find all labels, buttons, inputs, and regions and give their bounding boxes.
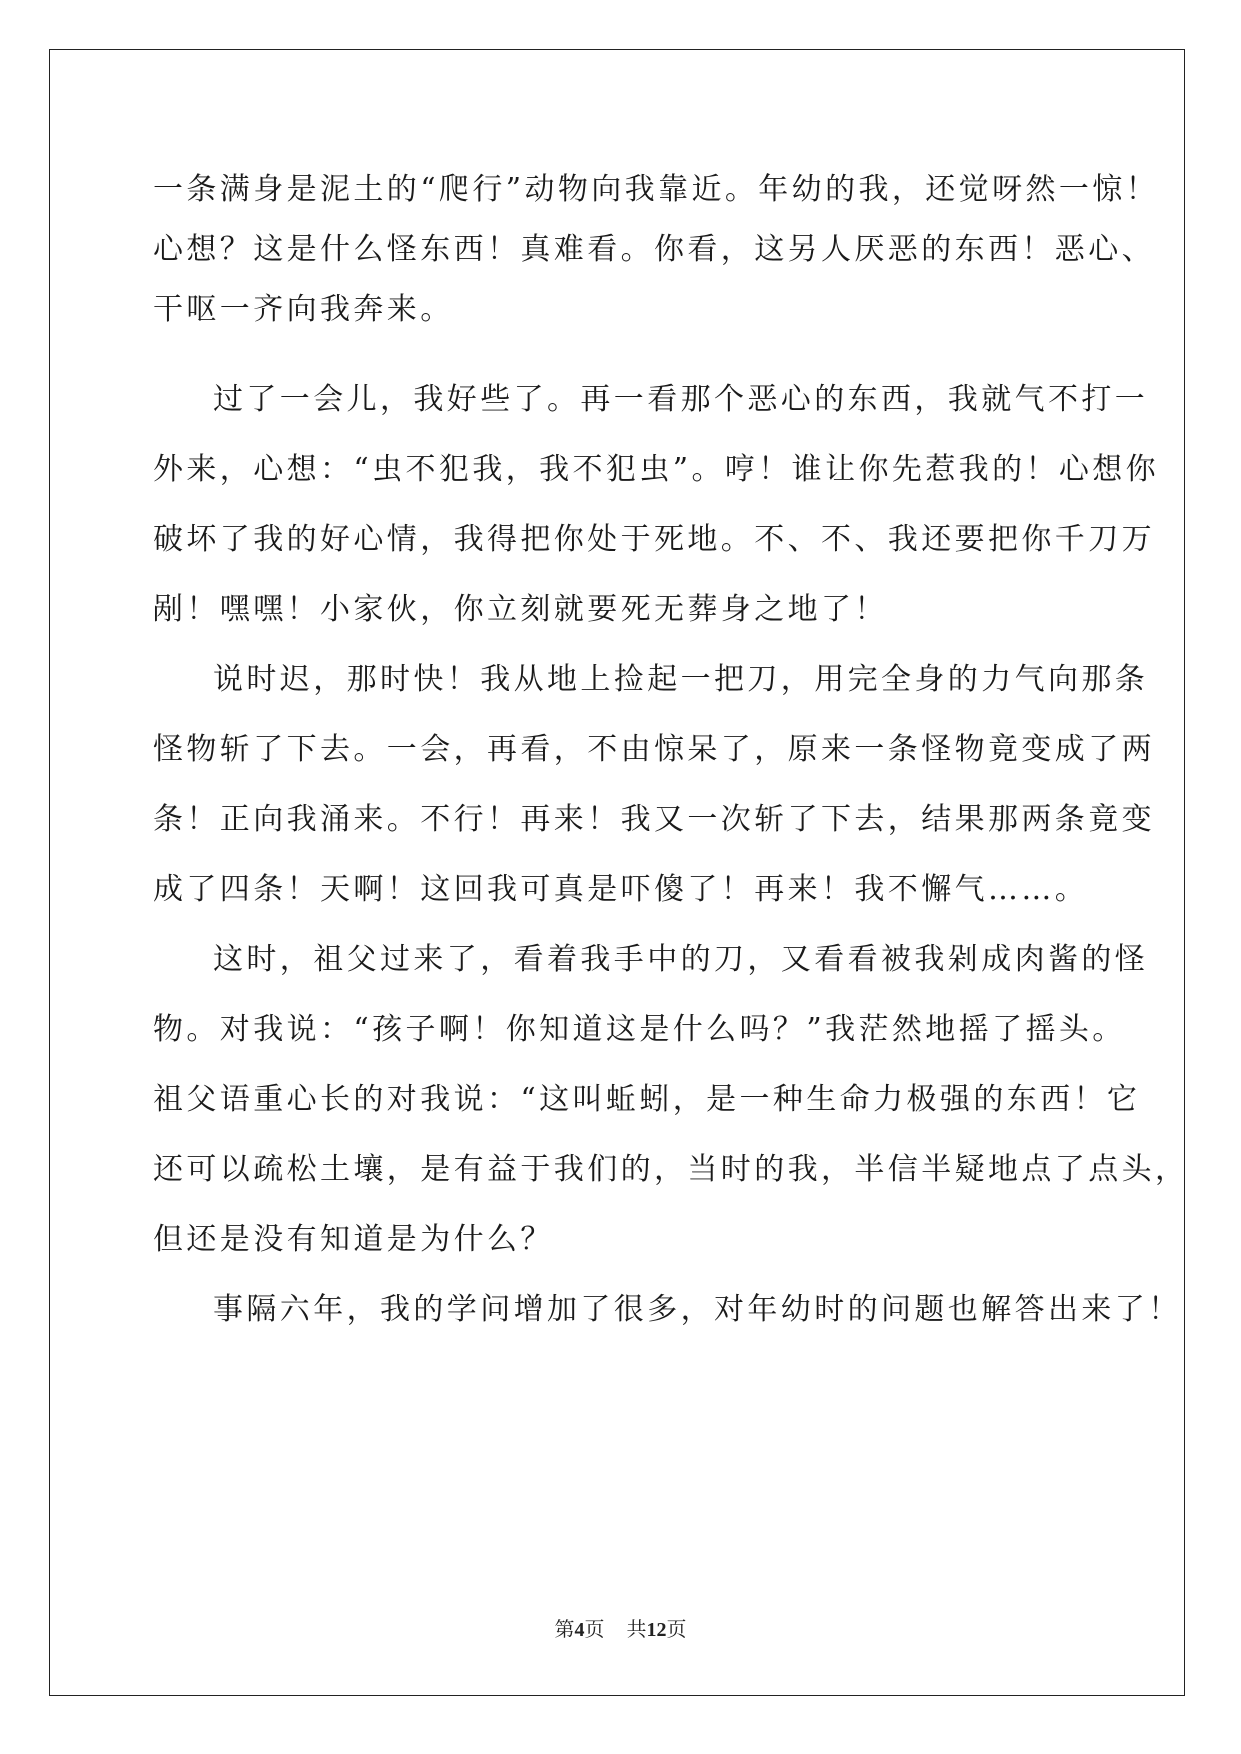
body-line-10: 条！正向我涌来。不行！再来！我又一次斩了下去，结果那两条竟变 xyxy=(153,802,1155,837)
body-line-2: 心想？这是什么怪东西！真难看。你看，这另人厌恶的东西！恶心、 xyxy=(153,232,1155,267)
body-line-16: 但还是没有知道是为什么？ xyxy=(153,1222,554,1257)
body-line-14: 祖父语重心长的对我说：“这叫蚯蚓，是一种生命力极强的东西！它 xyxy=(153,1082,1141,1117)
body-line-5: 外来，心想：“虫不犯我，我不犯虫”。哼！谁让你先惹我的！心想你 xyxy=(153,452,1160,487)
body-line-7: 剐！嘿嘿！小家伙，你立刻就要死无葬身之地了！ xyxy=(153,592,888,627)
body-line-8: 说时迟，那时快！我从地上捡起一把刀，用完全身的力气向那条 xyxy=(213,662,1149,697)
body-line-4: 过了一会儿，我好些了。再一看那个恶心的东西，我就气不打一 xyxy=(213,382,1149,417)
body-line-17: 事隔六年，我的学问增加了很多，对年幼时的问题也解答出来了！ xyxy=(213,1292,1182,1327)
body-line-6: 破坏了我的好心情，我得把你处于死地。不、不、我还要把你千刀万 xyxy=(153,522,1155,557)
body-line-11: 成了四条！天啊！这回我可真是吓傻了！再来！我不懈气……。 xyxy=(153,872,1089,907)
body-line-13: 物。对我说：“孩子啊！你知道这是什么吗？”我茫然地摇了摇头。 xyxy=(153,1012,1126,1047)
body-line-3: 干呕一齐向我奔来。 xyxy=(153,292,454,327)
page-footer xyxy=(0,1618,1241,1642)
body-line-1: 一条满身是泥土的“爬行”动物向我靠近。年幼的我，还觉呀然一惊！ xyxy=(153,172,1160,207)
page-number: 4 xyxy=(574,1619,585,1641)
total-pages: 12 xyxy=(646,1619,667,1641)
total-suffix: 页 xyxy=(666,1619,687,1641)
total-prefix: 共 xyxy=(626,1619,647,1641)
page-prefix: 第 xyxy=(554,1619,575,1641)
page-suffix: 页 xyxy=(584,1619,605,1641)
body-line-12: 这时，祖父过来了，看着我手中的刀，又看看被我剁成肉酱的怪 xyxy=(213,942,1149,977)
body-line-9: 怪物斩了下去。一会，再看，不由惊呆了，原来一条怪物竟变成了两 xyxy=(153,732,1155,767)
body-line-15: 还可以疏松土壤，是有益于我们的，当时的我，半信半疑地点了点头， xyxy=(153,1152,1189,1187)
